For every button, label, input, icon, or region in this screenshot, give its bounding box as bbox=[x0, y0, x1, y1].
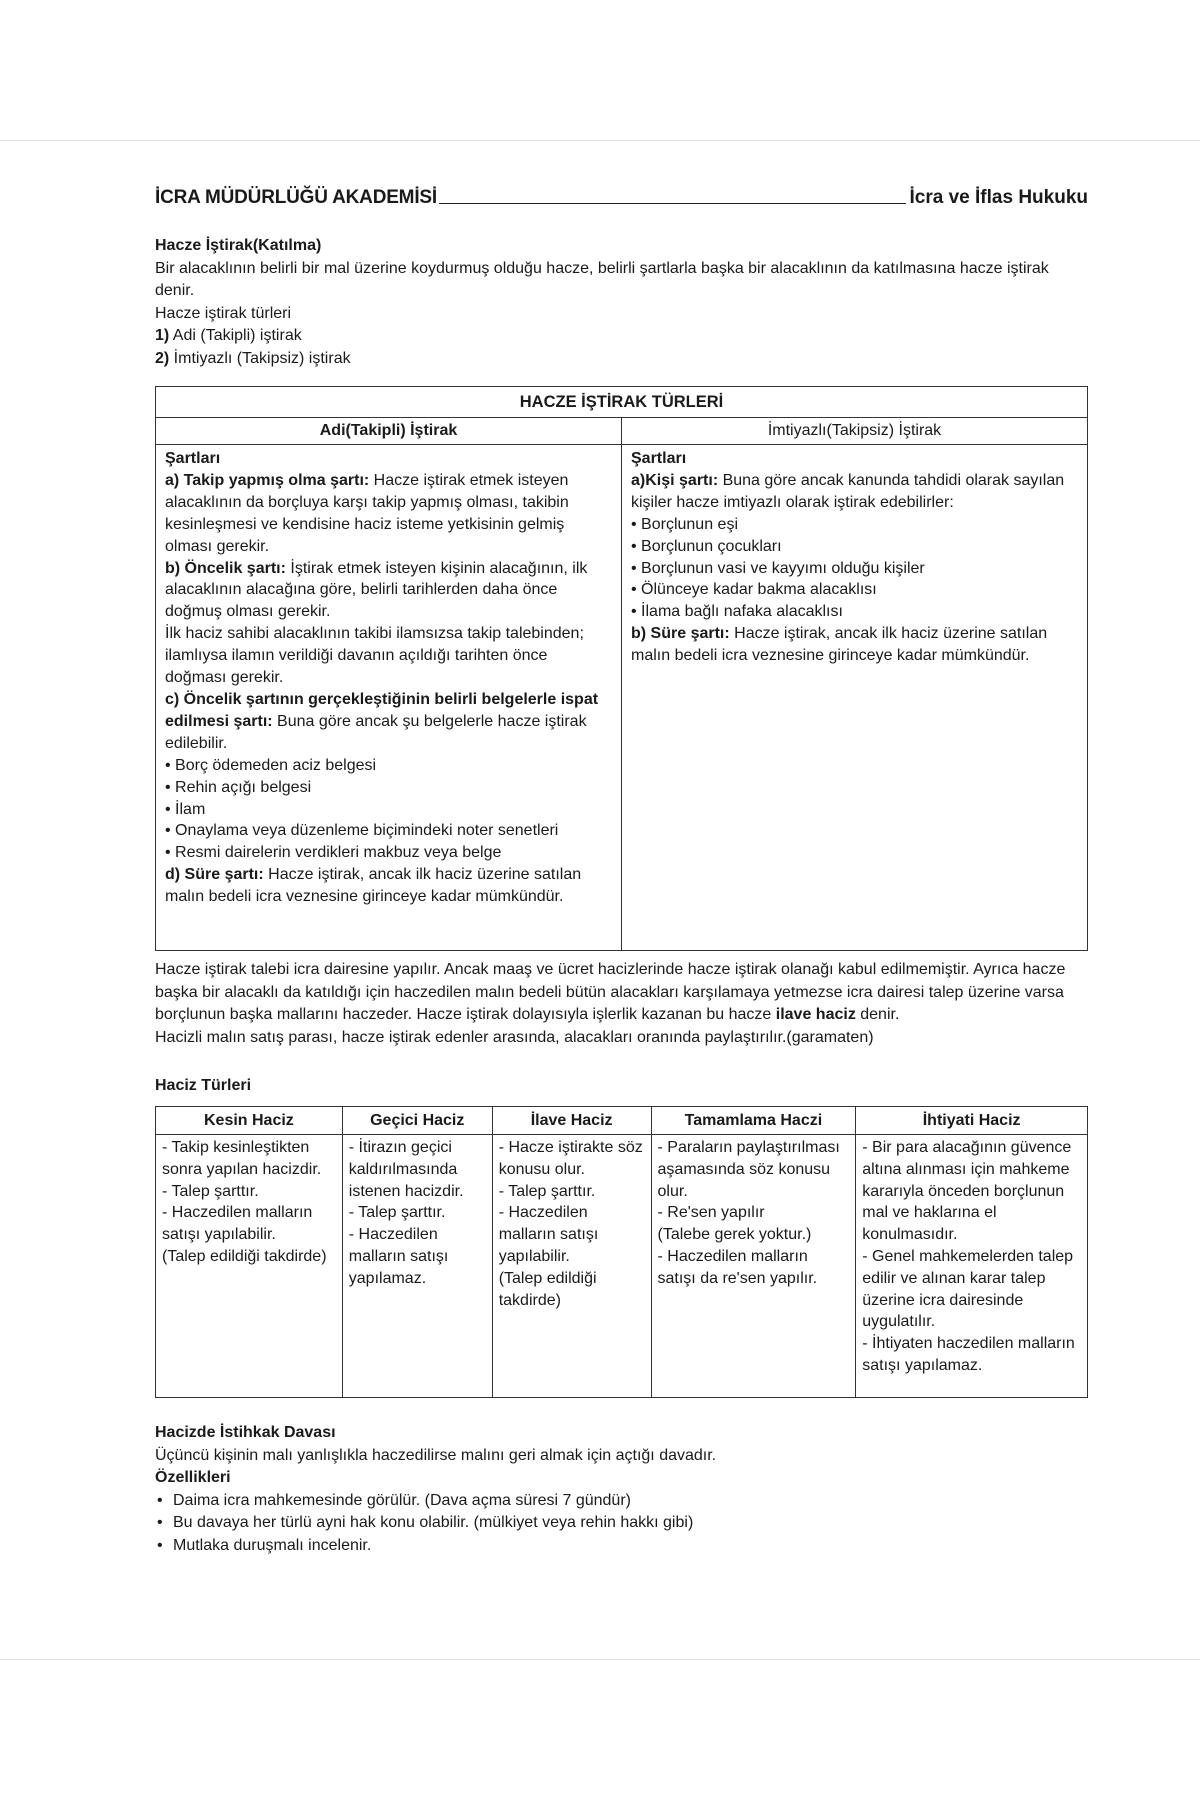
page-content bbox=[155, 181, 1088, 1557]
haciz-cell-gecici bbox=[342, 1135, 492, 1398]
imtiyazli-b-text: Hacze iştirak, ancak ilk haciz üzerine satılan malın bedeli icra veznesine girinceye kadar mümkündür. bbox=[631, 625, 1048, 665]
intro-types-label: Hacze iştirak türleri bbox=[155, 304, 292, 322]
intro-section bbox=[155, 235, 1088, 370]
after-table-text bbox=[155, 959, 1088, 1049]
haciz-cell-line: (Talebe gerek yoktur.) bbox=[657, 1226, 812, 1244]
imtiyazli-a-label: a)Kişi şartı: bbox=[631, 471, 719, 489]
imtiyazli-a-item: • Borçlunun vasi ve kayyımı olduğu kişiler bbox=[631, 559, 925, 577]
istirak-types-table bbox=[155, 386, 1088, 951]
adi-a-label: a) Takip yapmış olma şartı: bbox=[165, 471, 370, 489]
col-header-imtiyazli: İmtiyazlı(Takipsiz) İştirak bbox=[622, 417, 1088, 445]
haciz-cell-ilave bbox=[492, 1135, 651, 1398]
haciz-header-gecici: Geçici Haciz bbox=[342, 1106, 492, 1135]
after-paragraph-2: Hacizli malın satış parası, hacze iştirak edenler arasında, alacakları oranında paylaştırılır.(garamaten) bbox=[155, 1028, 874, 1046]
adi-a-text: Hacze iştirak etmek isteyen alacaklının da borçluya karşı takip yapmış olması, takibin kesinleşmesi ve kendisine haciz isteme yetkisinin gelmiş olması gerekir. bbox=[165, 471, 569, 555]
haciz-cell-ihtiyati bbox=[856, 1135, 1088, 1398]
adi-istirak-cell bbox=[156, 445, 622, 951]
adi-condition-c bbox=[165, 689, 612, 755]
feature-item: • Mutlaka duruşmalı incelenir. bbox=[173, 1535, 1088, 1558]
imtiyazli-b-label: b) Süre şartı: bbox=[631, 625, 730, 643]
after-paragraph-1 bbox=[155, 959, 1088, 1027]
header-left-title: İCRA MÜDÜRLÜĞÜ AKADEMİSİ bbox=[155, 186, 437, 208]
adi-c-item: • Onaylama veya düzenleme biçimindeki noter senetleri bbox=[165, 822, 559, 840]
imtiyazli-sartlar-label: Şartları bbox=[631, 450, 687, 467]
haciz-cell-line: - Talep şarttır. bbox=[348, 1204, 446, 1222]
adi-d-text: Hacze iştirak, ancak ilk haciz üzerine satılan malın bedeli icra veznesine girinceye kadar mümkündür. bbox=[165, 866, 582, 906]
feature-item: • Bu davaya her türlü ayni hak konu olabilir. (mülkiyet veya rehin hakkı gibi) bbox=[173, 1512, 1088, 1535]
haciz-cell-line: - Takip kesinleştikten sonra yapılan hacizdir. bbox=[162, 1139, 322, 1178]
col-header-adi: Adi(Takipli) İştirak bbox=[156, 417, 622, 445]
haciz-cell-line: - Hacze iştirakte söz konusu olur. bbox=[498, 1139, 643, 1178]
adi-c-item: • İlam bbox=[165, 800, 206, 818]
istihkak-title: Hacizde İstihkak Davası bbox=[155, 1424, 336, 1441]
intro-type-1 bbox=[155, 325, 1088, 348]
haciz-cell-line: - İtirazın geçici kaldırılmasında istenen hacizdir. bbox=[348, 1139, 464, 1200]
adi-b-text: İştirak etmek isteyen kişinin alacağının, ilk alacaklının alacağına göre, belirli tarihlerden daha önce doğmuş olması gerekir. bbox=[165, 559, 588, 621]
intro-heading: Hacze İştirak(Katılma) bbox=[155, 237, 322, 254]
haciz-cell-line: - Re'sen yapılır bbox=[657, 1204, 765, 1222]
haciz-cell-line: - İhtiyaten haczedilen malların satışı yapılamaz. bbox=[862, 1335, 1075, 1374]
haciz-cell-tamamlama bbox=[651, 1135, 856, 1398]
istihkak-definition: Üçüncü kişinin malı yanlışlıkla haczedilirse malını geri almak için açtığı davadır. bbox=[155, 1446, 717, 1464]
type-2-text: İmtiyazlı (Takipsiz) iştirak bbox=[169, 349, 351, 367]
imtiyazli-istirak-cell bbox=[622, 445, 1088, 951]
haciz-cell-line: - Talep şarttır. bbox=[498, 1182, 596, 1200]
adi-c-item: • Rehin açığı belgesi bbox=[165, 778, 312, 796]
imtiyazli-a-item: • İlama bağlı nafaka alacaklısı bbox=[631, 603, 843, 621]
imtiyazli-a-text: Buna göre ancak kanunda tahdidi olarak sayılan kişiler hacze imtiyazlı olarak iştirak edebilirler: bbox=[631, 471, 1065, 511]
after-p1-before: Hacze iştirak talebi icra dairesine yapılır. Ancak maaş ve ücret hacizlerinde hacze iştirak olanağı kabul edilmemiştir. Ayrıca hacze başka bir alacaklı da katıldığı için haczedilen malın bedeli bütün alacakları karşılamaya yetmezse icra dairesi talep üzerine varsa borçlunun başka mallarını haczeder. Hacze iştirak dolayısıyla işlerlik kazanan bu hacze bbox=[155, 961, 1066, 1023]
istihkak-section bbox=[155, 1422, 1088, 1557]
imtiyazli-a-item: • Borçlunun eşi bbox=[631, 515, 738, 533]
haciz-cell-line: - Haczedilen malların satışı yapılabilir. bbox=[162, 1204, 313, 1244]
haciz-cell-line: - Haczedilen malların satışı yapılamaz. bbox=[348, 1226, 449, 1287]
after-p1-bold: ilave haciz bbox=[775, 1006, 856, 1023]
haciz-cell-line: (Talep edildiği takdirde) bbox=[498, 1269, 597, 1309]
imtiyazli-a-item: • Ölünceye kadar bakma alacaklısı bbox=[631, 581, 877, 599]
haciz-cell-kesin bbox=[156, 1135, 343, 1398]
intro-definition: Bir alacaklının belirli bir mal üzerine koydurmuş olduğu hacze, belirli şartlarla başka bir alacaklının da katılmasına hacze iştirak denir. bbox=[155, 259, 1049, 299]
type-1-number: 1) bbox=[155, 327, 170, 344]
haciz-header-ihtiyati: İhtiyati Haciz bbox=[856, 1106, 1088, 1135]
adi-condition-b bbox=[165, 558, 612, 624]
imtiyazli-condition-a bbox=[631, 470, 1078, 514]
header-rule bbox=[439, 203, 906, 204]
adi-b-note: İlk haciz sahibi alacaklının takibi ilamsızsa takip talebinden; ilamlıysa ilamın verildiği davanın açıldığı tarihten önce doğması gerekir. bbox=[165, 625, 584, 687]
haciz-cell-line: - Bir para alacağının güvence altına alınması için mahkeme kararıyla önceden borçlunun mal ve haklarına el konulmasıdır. bbox=[862, 1139, 1072, 1244]
istihkak-features-list bbox=[155, 1490, 1088, 1558]
feature-item: • Daima icra mahkemesinde görülür. (Dava açma süresi 7 gündür) bbox=[173, 1490, 1088, 1513]
adi-sartlar-label: Şartları bbox=[165, 450, 221, 467]
adi-b-label: b) Öncelik şartı: bbox=[165, 559, 286, 577]
imtiyazli-condition-b bbox=[631, 623, 1078, 667]
haciz-header-ilave: İlave Haciz bbox=[492, 1106, 651, 1135]
haciz-cell-line: - Genel mahkemelerden talep edilir ve alınan karar talep üzerine icra dairesinde uygulatılır. bbox=[862, 1247, 1074, 1331]
haciz-cell-line: - Paraların paylaştırılması aşamasında söz konusu olur. bbox=[657, 1139, 840, 1200]
adi-c-text: Buna göre ancak şu belgelerle hacze iştirak edilebilir. bbox=[165, 712, 587, 752]
adi-condition-a bbox=[165, 470, 612, 558]
istihkak-features-title: Özellikleri bbox=[155, 1469, 231, 1486]
haciz-cell-line: - Talep şarttır. bbox=[162, 1182, 259, 1200]
adi-condition-d bbox=[165, 864, 612, 908]
haciz-header-tamamlama: Tamamlama Haczi bbox=[651, 1106, 856, 1135]
adi-c-label: c) Öncelik şartının gerçekleştiğinin belirli belgelerle ispat edilmesi şartı: bbox=[165, 690, 599, 730]
page-header bbox=[155, 181, 1088, 209]
type-2-number: 2) bbox=[155, 349, 170, 367]
adi-d-label: d) Süre şartı: bbox=[165, 866, 264, 884]
haciz-types-title: Haciz Türleri bbox=[155, 1077, 252, 1094]
after-p1-after: denir. bbox=[855, 1006, 900, 1023]
haciz-types-table bbox=[155, 1106, 1088, 1399]
imtiyazli-a-item: • Borçlunun çocukları bbox=[631, 537, 782, 555]
haciz-cell-line: - Haczedilen malların satışı yapılabilir. bbox=[498, 1204, 599, 1265]
adi-c-item: • Borç ödemeden aciz belgesi bbox=[165, 756, 377, 774]
adi-c-item: • Resmi dairelerin verdikleri makbuz veya belge bbox=[165, 844, 502, 862]
header-right-title: İcra ve İflas Hukuku bbox=[909, 186, 1088, 208]
haciz-cell-line: - Haczedilen malların satışı da re'sen yapılır. bbox=[657, 1247, 818, 1287]
haciz-cell-line: (Talep edildiği takdirde) bbox=[162, 1247, 327, 1265]
type-1-text: Adi (Takipli) iştirak bbox=[169, 327, 302, 344]
istirak-table-caption: HACZE İŞTİRAK TÜRLERİ bbox=[156, 387, 1088, 418]
intro-type-2 bbox=[155, 348, 1088, 371]
haciz-header-kesin: Kesin Haciz bbox=[156, 1106, 343, 1135]
document-page bbox=[0, 140, 1200, 1660]
